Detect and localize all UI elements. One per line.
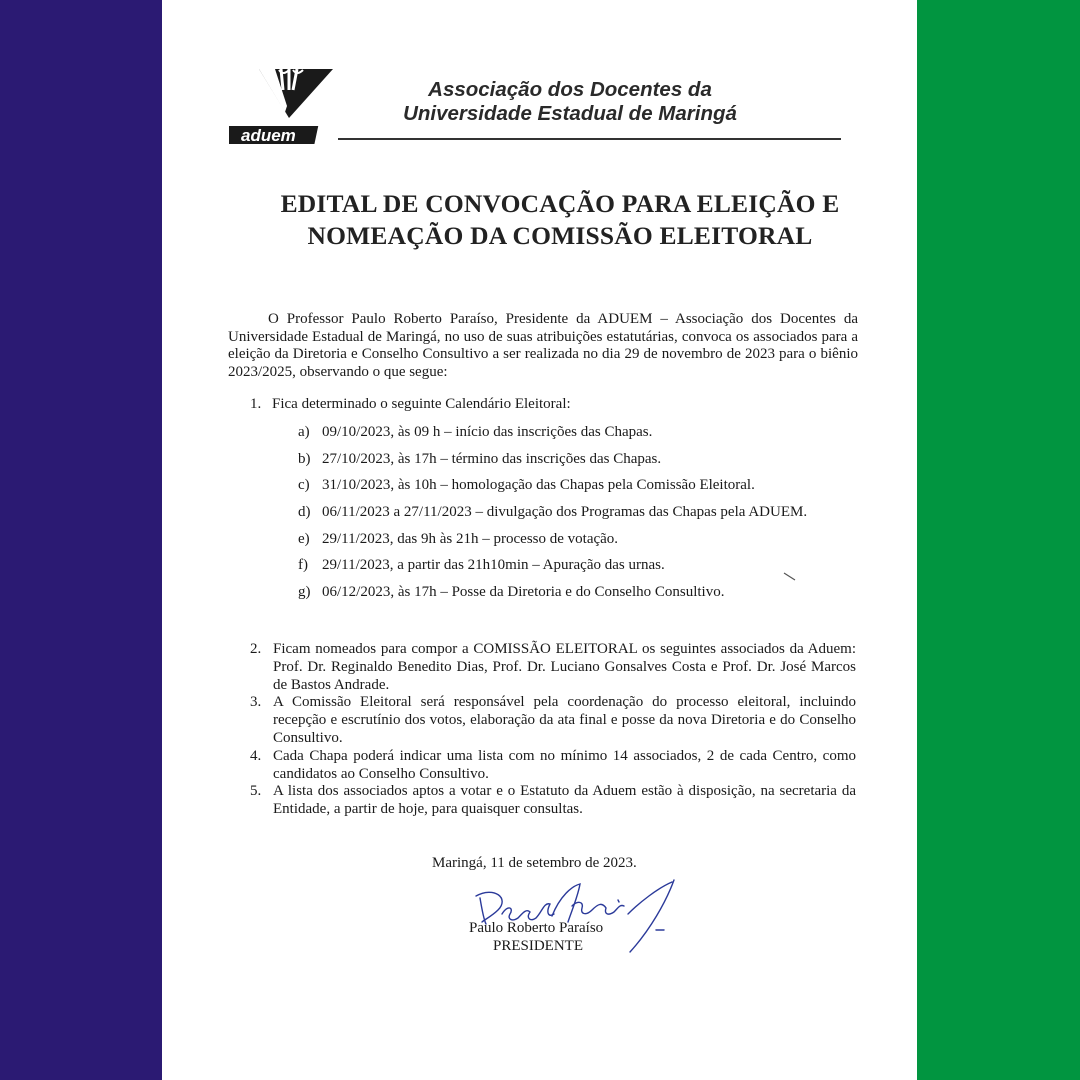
numbered-items [250, 641, 856, 819]
org-line-1: Associação dos Docentes da [428, 78, 712, 101]
calendar-item-letter: c) [298, 477, 310, 494]
calendar-item-text: 29/11/2023, a partir das 21h10min – Apuração das urnas. [322, 557, 665, 574]
organization-name [330, 78, 810, 126]
calendar-item-text: 09/10/2023, às 09 h – início das inscrições das Chapas. [322, 424, 653, 440]
calendar-item [298, 477, 807, 504]
left-color-band [0, 0, 162, 1080]
calendar-item-letter: g) [298, 584, 311, 601]
handwritten-signature [460, 876, 685, 956]
logo-wordmark: aduem [241, 126, 296, 145]
signer-name: Paulo Roberto Paraíso [469, 920, 604, 936]
calendar-item-letter: e) [298, 530, 310, 547]
org-line-2: Universidade Estadual de Maringá [403, 102, 737, 125]
item-number: 2. [250, 641, 262, 657]
calendar-item-text: 06/11/2023 a 27/11/2023 – divulgação dos Programas das Chapas pela ADUEM. [322, 504, 808, 521]
calendar-item-text: 29/11/2023, das 9h às 21h – processo de votação. [322, 530, 619, 547]
calendar-item-text: 06/12/2023, às 17h – Posse da Diretoria e do Conselho Consultivo. [322, 584, 725, 601]
item-number: 4. [250, 747, 262, 764]
item-text: Ficam nomeados para compor a COMISSÃO ELEITORAL os seguintes associados da Aduem: Prof. Dr. Reginaldo Benedito Dias, Prof. Dr. Luciano Gonsalves Costa e Prof. Dr. José Marcos de Bastos Andrade. [273, 641, 856, 693]
item-text: A lista dos associados aptos a votar e o Estatuto da Aduem estão à disposição, na secretaria da Entidade, a partir de hoje, para quaisquer consultas. [273, 783, 856, 818]
calendar-number: 1. [250, 396, 262, 412]
signer-role: PRESIDENTE [493, 938, 583, 954]
calendar-item [298, 557, 807, 584]
intro-paragraph: O Professor Paulo Roberto Paraíso, Presidente da ADUEM – Associação dos Docentes da Universidade Estadual de Maringá, no uso de suas atribuições estatutárias, convoca os associados para a eleição da Diretoria e Conselho Consultivo a ser realizada no dia 29 de novembro de 2023 para o biênio 2023/2025, observando o que segue: [228, 311, 858, 380]
aduem-logo [229, 66, 337, 146]
calendar-item [298, 424, 807, 451]
calendar-item-text: 27/10/2023, às 17h – término das inscrições das Chapas. [322, 450, 662, 467]
calendar-item-letter: f) [298, 557, 308, 574]
letterhead-rule [338, 138, 841, 140]
calendar-item [298, 584, 807, 611]
item-text: A Comissão Eleitoral será responsável pela coordenação do processo eleitoral, incluindo recepção e escrutínio dos votos, elaboração da ata final e posse da nova Diretoria e do Conselho Consultivo. [273, 694, 856, 746]
calendar-list [298, 424, 807, 611]
numbered-item [250, 641, 856, 694]
calendar-item-letter: b) [298, 450, 311, 467]
document-title [200, 188, 920, 252]
numbered-item [250, 748, 856, 784]
title-line-2: NOMEAÇÃO DA COMISSÃO ELEITORAL [307, 221, 813, 250]
calendar-heading-text: Fica determinado o seguinte Calendário Eleitoral: [272, 396, 571, 412]
calendar-item-letter: d) [298, 504, 311, 521]
item-text: Cada Chapa poderá indicar uma lista com no mínimo 14 associados, 2 de cada Centro, como candidatos ao Conselho Consultivo. [273, 747, 856, 782]
scan-mark [783, 572, 797, 582]
numbered-item [250, 783, 856, 819]
right-color-band [917, 0, 1080, 1080]
calendar-item-letter: a) [298, 424, 310, 440]
calendar-heading [250, 396, 571, 413]
title-line-1: EDITAL DE CONVOCAÇÃO PARA ELEIÇÃO E [280, 189, 840, 218]
calendar-item-text: 31/10/2023, às 10h – homologação das Chapas pela Comissão Eleitoral. [322, 477, 755, 494]
item-number: 5. [250, 783, 262, 800]
item-number: 3. [250, 694, 262, 711]
place-and-date: Maringá, 11 de setembro de 2023. [432, 855, 637, 871]
calendar-item [298, 504, 807, 531]
calendar-item [298, 531, 807, 558]
numbered-item [250, 694, 856, 747]
calendar-item [298, 451, 807, 478]
